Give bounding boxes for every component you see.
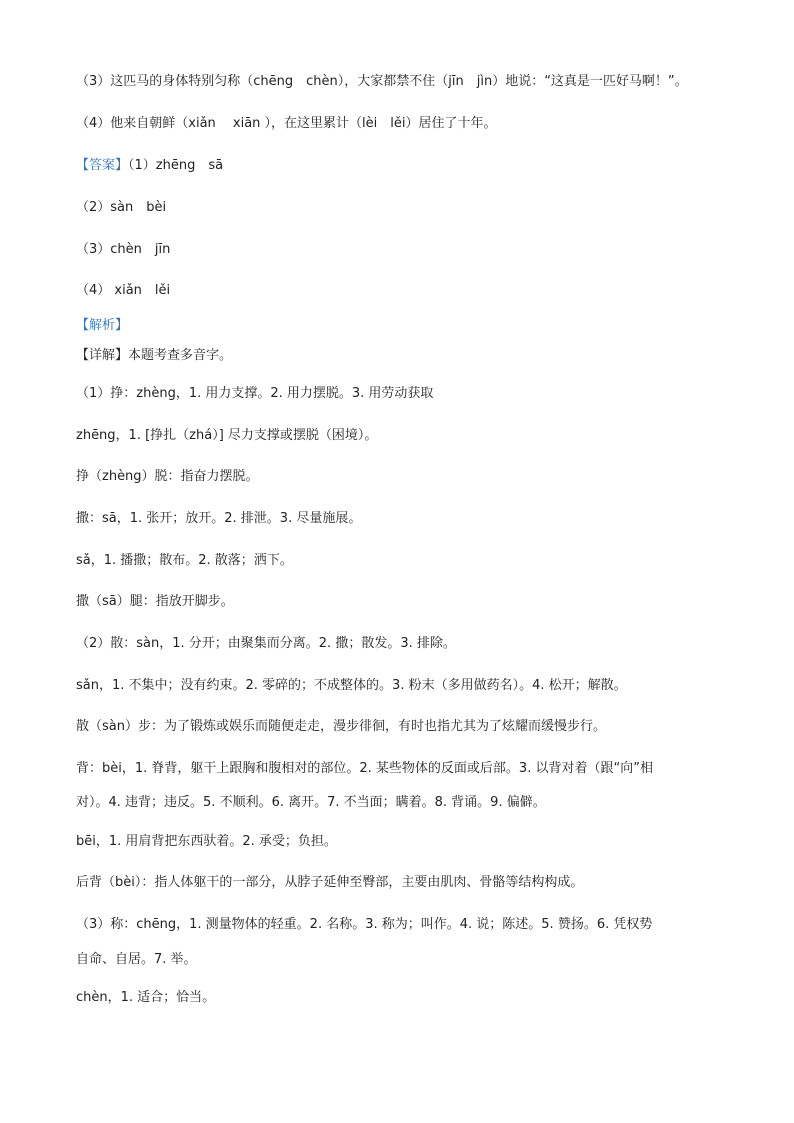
answer-line: （3）chèn jīn <box>76 242 171 257</box>
analysis-line: bēi，1. 用肩背把东西驮着。2. 承受；负担。 <box>76 834 337 849</box>
analysis-line: （3）称：chēng，1. 测量物体的轻重。2. 名称。3. 称为；叫作。4. 说；陈述。5. 赞扬。6. 凭权势 <box>76 917 653 932</box>
analysis-line: （2）散：sàn，1. 分开；由聚集而分离。2. 撒；散发。3. 排除。 <box>76 636 456 651</box>
analysis-line: sǎ，1. 播撒；散布。2. 散落；洒下。 <box>76 553 293 568</box>
analysis-line: 后背（bèi）：指人体躯干的一部分，从脖子延伸至臀部，主要由肌肉、骨骼等结构构成。 <box>76 875 584 890</box>
answer-label: 【答案】 <box>76 158 129 173</box>
answer-line: （2）sàn bèi <box>76 200 167 215</box>
detail-row <box>76 346 736 366</box>
analysis-line: （1）挣：zhèng，1. 用力支撑。2. 用力摆脱。3. 用劳动获取 <box>76 386 434 401</box>
question-line: （4）他来自朝鲜（xiǎn xiān ），在这里累计（lèi lěi）居住了十年。 <box>76 116 497 131</box>
analysis-line: zhēng，1. [挣扎（zhá）] 尽力支撑或摆脱（困境）。 <box>76 428 378 443</box>
analysis-line: sǎn，1. 不集中；没有约束。2. 零碎的；不成整体的。3. 粉末（多用做药名）。4. 松开；解散。 <box>76 678 627 693</box>
analysis-line: 对）。4. 违背；违反。5. 不顺利。6. 离开。7. 不当面；瞒着。8. 背诵。9. 偏僻。 <box>76 795 546 810</box>
analysis-line: 背：bèi，1. 脊背，躯干上跟胸和腹相对的部位。2. 某些物体的反面或后部。3. 以背对着（跟“向”相 <box>76 761 653 776</box>
answer-line: （4） xiǎn lěi <box>76 283 171 298</box>
question-line: （3）这匹马的身体特别匀称（chēng chèn），大家都禁不住（jīn jìn）地说：“这真是一匹好马啊！”。 <box>76 74 688 89</box>
analysis-line: 撒（sā）腿：指放开脚步。 <box>76 594 234 609</box>
detail-text: 本题考查多音字。 <box>128 348 233 363</box>
analysis-line: 撒：sā，1. 张开；放开。2. 排泄。3. 尽量施展。 <box>76 511 362 526</box>
analysis-line: chèn，1. 适合；恰当。 <box>76 990 216 1005</box>
analysis-label: 【解析】 <box>76 318 129 333</box>
answer-row <box>76 156 736 176</box>
analysis-line: 挣（zhèng）脱：指奋力摆脱。 <box>76 469 259 484</box>
analysis-line: 自命、自居。7. 举。 <box>76 952 197 967</box>
answer-value: （1）zhēng sā <box>128 158 224 173</box>
detail-label: 【详解】 <box>76 348 129 363</box>
analysis-line: 散（sàn）步：为了锻炼或娱乐而随便走走，漫步徘徊，有时也指尤其为了炫耀而缓慢步行。 <box>76 719 606 734</box>
